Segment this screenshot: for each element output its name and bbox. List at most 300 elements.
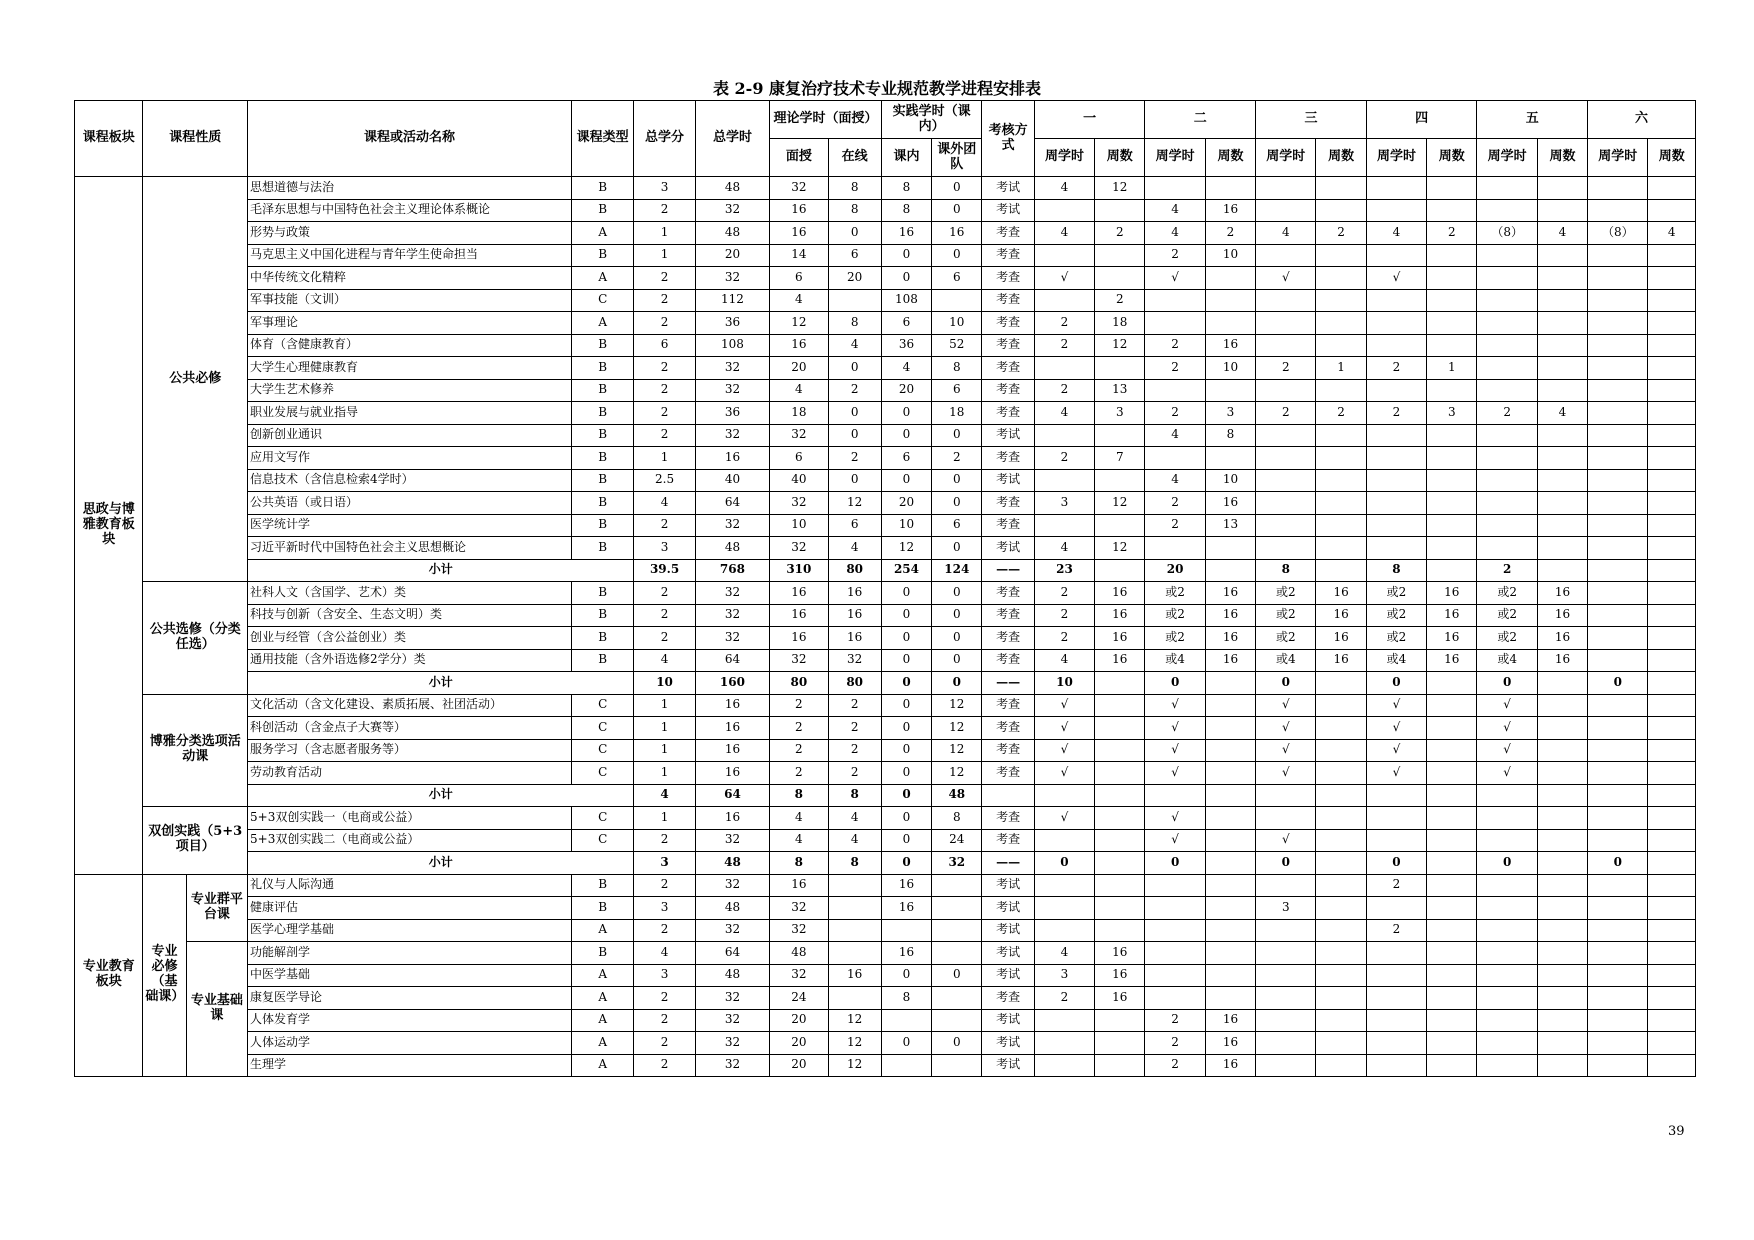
header-nature: 课程性质 (143, 101, 248, 177)
table-cell (1095, 469, 1145, 492)
table-cell (1588, 604, 1648, 627)
table-cell (1034, 199, 1094, 222)
course-name: 军事理论 (248, 312, 572, 335)
table-cell (1095, 514, 1145, 537)
course-name: 思想道德与法治 (248, 177, 572, 200)
table-row (75, 199, 1696, 222)
table-cell: 40 (695, 469, 769, 492)
table-row (75, 694, 1696, 717)
table-cell: 6 (881, 312, 931, 335)
table-cell: 0 (828, 357, 881, 380)
table-cell (1256, 379, 1316, 402)
table-cell: 48 (695, 897, 769, 920)
table-cell (1256, 244, 1316, 267)
table-cell (1588, 402, 1648, 425)
subnature-cell: 专业基础课 (186, 942, 247, 1077)
table-cell: 32 (695, 357, 769, 380)
table-cell: 20 (770, 1009, 828, 1032)
table-cell: 20 (881, 492, 931, 515)
table-cell (1588, 897, 1648, 920)
table-cell: 16 (1205, 582, 1255, 605)
course-name: 应用文写作 (248, 447, 572, 470)
table-cell: 2 (634, 312, 695, 335)
table-cell: 10 (881, 514, 931, 537)
table-cell (1316, 177, 1366, 200)
table-cell: A (572, 1009, 634, 1032)
table-cell: B (572, 492, 634, 515)
table-cell (1427, 289, 1477, 312)
subtotal-cell: 8 (828, 852, 881, 875)
table-cell: 或2 (1256, 627, 1316, 650)
table-row (75, 964, 1696, 987)
table-cell (1366, 964, 1426, 987)
teaching-schedule-table (74, 100, 1696, 1077)
subtotal-weeks (1095, 852, 1145, 875)
table-cell: 2 (1205, 222, 1255, 245)
subtotal-cell: 32 (932, 852, 982, 875)
table-cell: A (572, 312, 634, 335)
table-cell: 12 (828, 1054, 881, 1077)
table-cell: √ (1145, 739, 1205, 762)
table-cell (1145, 987, 1205, 1010)
course-name: 体育（含健康教育） (248, 334, 572, 357)
table-cell: 16 (1427, 627, 1477, 650)
table-cell (1366, 1054, 1426, 1077)
table-cell: 36 (881, 334, 931, 357)
table-cell: √ (1366, 717, 1426, 740)
table-cell: 0 (881, 402, 931, 425)
table-cell: 考查 (982, 514, 1034, 537)
table-cell (1648, 1054, 1696, 1077)
table-cell: 1 (634, 694, 695, 717)
table-cell: 16 (695, 739, 769, 762)
table-cell: 13 (1205, 514, 1255, 537)
table-cell (1256, 1054, 1316, 1077)
table-cell (1316, 267, 1366, 290)
table-row (75, 222, 1696, 245)
table-cell (1537, 177, 1587, 200)
subtotal-cell: 48 (695, 852, 769, 875)
table-cell (1648, 762, 1696, 785)
table-cell: 4 (1034, 649, 1094, 672)
table-cell (1316, 379, 1366, 402)
table-cell: 24 (932, 829, 982, 852)
table-row (75, 604, 1696, 627)
table-cell (1205, 762, 1255, 785)
table-cell: 2 (1034, 334, 1094, 357)
table-cell (1648, 537, 1696, 560)
table-cell: B (572, 582, 634, 605)
table-cell (1205, 919, 1255, 942)
table-cell (1427, 964, 1477, 987)
subtotal-weekly-hours (1034, 784, 1094, 807)
subtotal-cell: —— (982, 852, 1034, 875)
table-cell: 2 (1095, 222, 1145, 245)
subtotal-weeks (1205, 672, 1255, 695)
table-cell (1588, 987, 1648, 1010)
table-cell (1095, 1032, 1145, 1055)
header-weekly-hours: 周学时 (1034, 139, 1094, 177)
table-cell (1427, 1009, 1477, 1032)
table-cell (1648, 919, 1696, 942)
course-name: 人体运动学 (248, 1032, 572, 1055)
table-cell (1366, 897, 1426, 920)
table-cell (932, 1009, 982, 1032)
table-cell: 112 (695, 289, 769, 312)
table-cell (1095, 897, 1145, 920)
table-row (75, 649, 1696, 672)
table-cell: 16 (1205, 1032, 1255, 1055)
table-cell (1588, 357, 1648, 380)
subtotal-weeks (1537, 852, 1587, 875)
table-cell (1205, 177, 1255, 200)
table-cell: 0 (881, 469, 931, 492)
table-cell: 32 (695, 627, 769, 650)
table-cell: A (572, 987, 634, 1010)
table-cell: 4 (770, 289, 828, 312)
table-cell: 或4 (1256, 649, 1316, 672)
subtotal-cell: —— (982, 672, 1034, 695)
table-cell (1588, 1032, 1648, 1055)
table-cell: 16 (1095, 942, 1145, 965)
table-cell: 16 (1205, 492, 1255, 515)
course-name: 科创活动（含金点子大赛等） (248, 717, 572, 740)
table-cell (1145, 537, 1205, 560)
table-cell (1588, 334, 1648, 357)
table-cell (1366, 492, 1426, 515)
table-cell: 2 (1316, 402, 1366, 425)
table-cell: 18 (770, 402, 828, 425)
table-cell: 1 (1316, 357, 1366, 380)
table-cell: 16 (1205, 627, 1255, 650)
table-cell: 32 (695, 1032, 769, 1055)
table-cell (1034, 289, 1094, 312)
course-name: 创新创业通识 (248, 424, 572, 447)
table-cell (1648, 379, 1696, 402)
table-cell (1537, 1032, 1587, 1055)
header-weeks: 周数 (1648, 139, 1696, 177)
course-name: 军事技能（文训） (248, 289, 572, 312)
table-cell: 考试 (982, 874, 1034, 897)
table-cell (1537, 537, 1587, 560)
table-cell: 6 (634, 334, 695, 357)
table-cell (1366, 244, 1426, 267)
table-cell (1537, 919, 1587, 942)
table-cell: 1 (634, 807, 695, 830)
table-cell (1588, 447, 1648, 470)
table-cell: 32 (695, 1054, 769, 1077)
header-total-credits: 总学分 (634, 101, 695, 177)
subtotal-weeks (1648, 784, 1696, 807)
table-cell: 考查 (982, 402, 1034, 425)
table-cell: 16 (828, 627, 881, 650)
table-cell: 3 (1205, 402, 1255, 425)
table-cell: 32 (828, 649, 881, 672)
table-cell: 16 (1095, 604, 1145, 627)
table-cell (1477, 514, 1537, 537)
table-cell: 考查 (982, 717, 1034, 740)
subtotal-cell: 310 (770, 559, 828, 582)
table-cell (1145, 964, 1205, 987)
table-cell (1366, 469, 1426, 492)
table-cell: 10 (1205, 357, 1255, 380)
table-cell (1366, 424, 1426, 447)
subtotal-weekly-hours: 0 (1588, 672, 1648, 695)
table-cell: 2 (828, 379, 881, 402)
subtotal-cell: 64 (695, 784, 769, 807)
table-cell: √ (1145, 762, 1205, 785)
header-weeks: 周数 (1095, 139, 1145, 177)
table-cell (932, 289, 982, 312)
table-cell (1256, 424, 1316, 447)
table-cell: 或2 (1366, 604, 1426, 627)
header-weekly-hours: 周学时 (1588, 139, 1648, 177)
table-cell (1477, 357, 1537, 380)
table-cell: A (572, 964, 634, 987)
course-name: 形势与政策 (248, 222, 572, 245)
table-cell: 16 (932, 222, 982, 245)
table-cell: 考试 (982, 1009, 1034, 1032)
table-cell: 16 (1095, 582, 1145, 605)
table-cell (1648, 964, 1696, 987)
table-cell: 48 (695, 537, 769, 560)
table-row (75, 987, 1696, 1010)
table-cell (1256, 447, 1316, 470)
table-cell: 32 (695, 267, 769, 290)
table-cell: 2 (634, 1009, 695, 1032)
table-cell: 16 (1537, 627, 1587, 650)
table-cell: 16 (695, 807, 769, 830)
table-cell: 12 (1095, 177, 1145, 200)
table-cell (1256, 514, 1316, 537)
table-row (75, 424, 1696, 447)
header-weekly-hours: 周学时 (1256, 139, 1316, 177)
course-name: 毛泽东思想与中国特色社会主义理论体系概论 (248, 199, 572, 222)
table-cell: 考试 (982, 537, 1034, 560)
table-cell (1537, 1009, 1587, 1032)
table-cell: 1 (634, 222, 695, 245)
table-cell: 32 (695, 919, 769, 942)
course-name: 生理学 (248, 1054, 572, 1077)
table-cell (1034, 1054, 1094, 1077)
table-cell: C (572, 762, 634, 785)
table-cell (1588, 874, 1648, 897)
table-row (75, 919, 1696, 942)
table-cell (1256, 874, 1316, 897)
table-cell: 16 (828, 964, 881, 987)
table-cell: 10 (1205, 244, 1255, 267)
table-cell (881, 1009, 931, 1032)
table-cell: B (572, 402, 634, 425)
table-cell (1648, 199, 1696, 222)
table-cell: 考查 (982, 739, 1034, 762)
table-cell: 4 (1034, 942, 1094, 965)
table-cell (1588, 739, 1648, 762)
table-cell: 2 (1145, 1032, 1205, 1055)
table-cell: 考查 (982, 649, 1034, 672)
table-cell: 4 (1537, 222, 1587, 245)
table-cell: 4 (1145, 424, 1205, 447)
table-cell (1316, 717, 1366, 740)
header-theory: 理论学时（面授） (770, 101, 882, 139)
table-cell: 20 (770, 1054, 828, 1077)
table-cell (1427, 942, 1477, 965)
table-cell: B (572, 357, 634, 380)
table-cell: 考查 (982, 244, 1034, 267)
table-cell (1537, 492, 1587, 515)
table-cell (1095, 739, 1145, 762)
table-cell (1366, 334, 1426, 357)
table-row (75, 492, 1696, 515)
table-cell: 0 (932, 177, 982, 200)
table-cell: 16 (1427, 649, 1477, 672)
table-cell: 32 (695, 424, 769, 447)
table-cell: 16 (828, 604, 881, 627)
table-cell (1588, 177, 1648, 200)
table-cell: 2 (1034, 447, 1094, 470)
table-cell: 3 (1256, 897, 1316, 920)
table-cell: 4 (1034, 222, 1094, 245)
table-cell: 2 (1366, 919, 1426, 942)
table-cell: 32 (695, 874, 769, 897)
nature-cell: 公共必修 (143, 177, 248, 582)
header-practice: 实践学时（课内） (881, 101, 982, 139)
table-cell: 0 (881, 649, 931, 672)
table-cell: 考查 (982, 492, 1034, 515)
course-name: 医学统计学 (248, 514, 572, 537)
table-cell: √ (1034, 739, 1094, 762)
table-cell (1477, 829, 1537, 852)
table-cell: 16 (881, 942, 931, 965)
table-cell (1034, 514, 1094, 537)
table-cell: 1 (634, 739, 695, 762)
table-cell (1537, 762, 1587, 785)
table-cell (1427, 447, 1477, 470)
table-cell: 0 (881, 244, 931, 267)
table-cell (1537, 942, 1587, 965)
table-cell (1427, 987, 1477, 1010)
table-cell: 0 (881, 582, 931, 605)
table-cell (1648, 649, 1696, 672)
table-cell: √ (1034, 267, 1094, 290)
header-weeks: 周数 (1316, 139, 1366, 177)
table-cell: 52 (932, 334, 982, 357)
table-cell: 18 (1095, 312, 1145, 335)
table-cell (1316, 469, 1366, 492)
table-row (75, 627, 1696, 650)
table-cell: 108 (695, 334, 769, 357)
course-name: 劳动教育活动 (248, 762, 572, 785)
table-row (75, 177, 1696, 200)
table-cell: 2 (1316, 222, 1366, 245)
course-name: 通用技能（含外语选修2学分）类 (248, 649, 572, 672)
table-cell (1366, 537, 1426, 560)
table-cell (1366, 447, 1426, 470)
table-cell: 3 (634, 537, 695, 560)
table-cell (1648, 514, 1696, 537)
table-cell: 考试 (982, 469, 1034, 492)
table-cell: 或2 (1477, 627, 1537, 650)
table-cell: 4 (770, 379, 828, 402)
table-cell: 16 (1316, 604, 1366, 627)
table-cell (1588, 942, 1648, 965)
page-title: 表 2-9 康复治疗技术专业规范教学进程安排表 (712, 79, 1042, 98)
table-cell (1366, 829, 1426, 852)
table-cell (1095, 694, 1145, 717)
table-cell (1145, 942, 1205, 965)
table-cell: 16 (1537, 649, 1587, 672)
table-cell: 考查 (982, 222, 1034, 245)
table-cell (1256, 469, 1316, 492)
table-cell (1477, 379, 1537, 402)
table-cell (1205, 807, 1255, 830)
table-cell: 2 (634, 402, 695, 425)
table-cell: √ (1366, 267, 1426, 290)
table-cell: 2 (634, 379, 695, 402)
table-cell: 16 (695, 447, 769, 470)
course-name: 功能解剖学 (248, 942, 572, 965)
table-cell: 32 (695, 199, 769, 222)
table-cell (1588, 199, 1648, 222)
table-cell (1537, 334, 1587, 357)
table-cell: 或2 (1366, 582, 1426, 605)
table-cell (1095, 1054, 1145, 1077)
course-name: 马克思主义中国化进程与青年学生使命担当 (248, 244, 572, 267)
header-semester-5: 五 (1477, 101, 1588, 139)
table-cell (1427, 312, 1477, 335)
course-name: 社科人文（含国学、艺术）类 (248, 582, 572, 605)
subtotal-row (75, 852, 1696, 875)
table-cell: 12 (828, 492, 881, 515)
table-cell: 4 (1034, 402, 1094, 425)
table-cell: 考查 (982, 987, 1034, 1010)
table-cell: 0 (881, 739, 931, 762)
table-cell (1427, 199, 1477, 222)
table-cell: 2 (1366, 874, 1426, 897)
table-cell: 48 (695, 177, 769, 200)
table-cell (1477, 492, 1537, 515)
subtotal-cell: 10 (634, 672, 695, 695)
table-cell (1588, 582, 1648, 605)
subtotal-weekly-hours: 0 (1145, 672, 1205, 695)
table-cell: 考查 (982, 379, 1034, 402)
table-cell (1588, 379, 1648, 402)
table-cell: 6 (932, 379, 982, 402)
table-cell: A (572, 919, 634, 942)
course-name: 服务学习（含志愿者服务等） (248, 739, 572, 762)
table-cell: 12 (828, 1032, 881, 1055)
subtotal-cell: 3 (634, 852, 695, 875)
table-cell: 2 (634, 874, 695, 897)
table-cell: 考查 (982, 582, 1034, 605)
table-cell (1588, 964, 1648, 987)
table-cell (1477, 244, 1537, 267)
subtotal-weeks (1205, 852, 1255, 875)
subtotal-weekly-hours (1145, 784, 1205, 807)
table-cell: 考查 (982, 762, 1034, 785)
subtotal-weeks (1537, 784, 1587, 807)
table-cell: 考试 (982, 919, 1034, 942)
table-cell (1095, 829, 1145, 852)
subtotal-cell: 0 (932, 672, 982, 695)
subtotal-cell: 80 (828, 672, 881, 695)
table-cell: C (572, 717, 634, 740)
header-weekly-hours: 周学时 (1366, 139, 1426, 177)
table-cell: 4 (1537, 402, 1587, 425)
table-cell: 32 (770, 649, 828, 672)
table-cell: 16 (1537, 582, 1587, 605)
subtotal-weeks (1427, 784, 1477, 807)
